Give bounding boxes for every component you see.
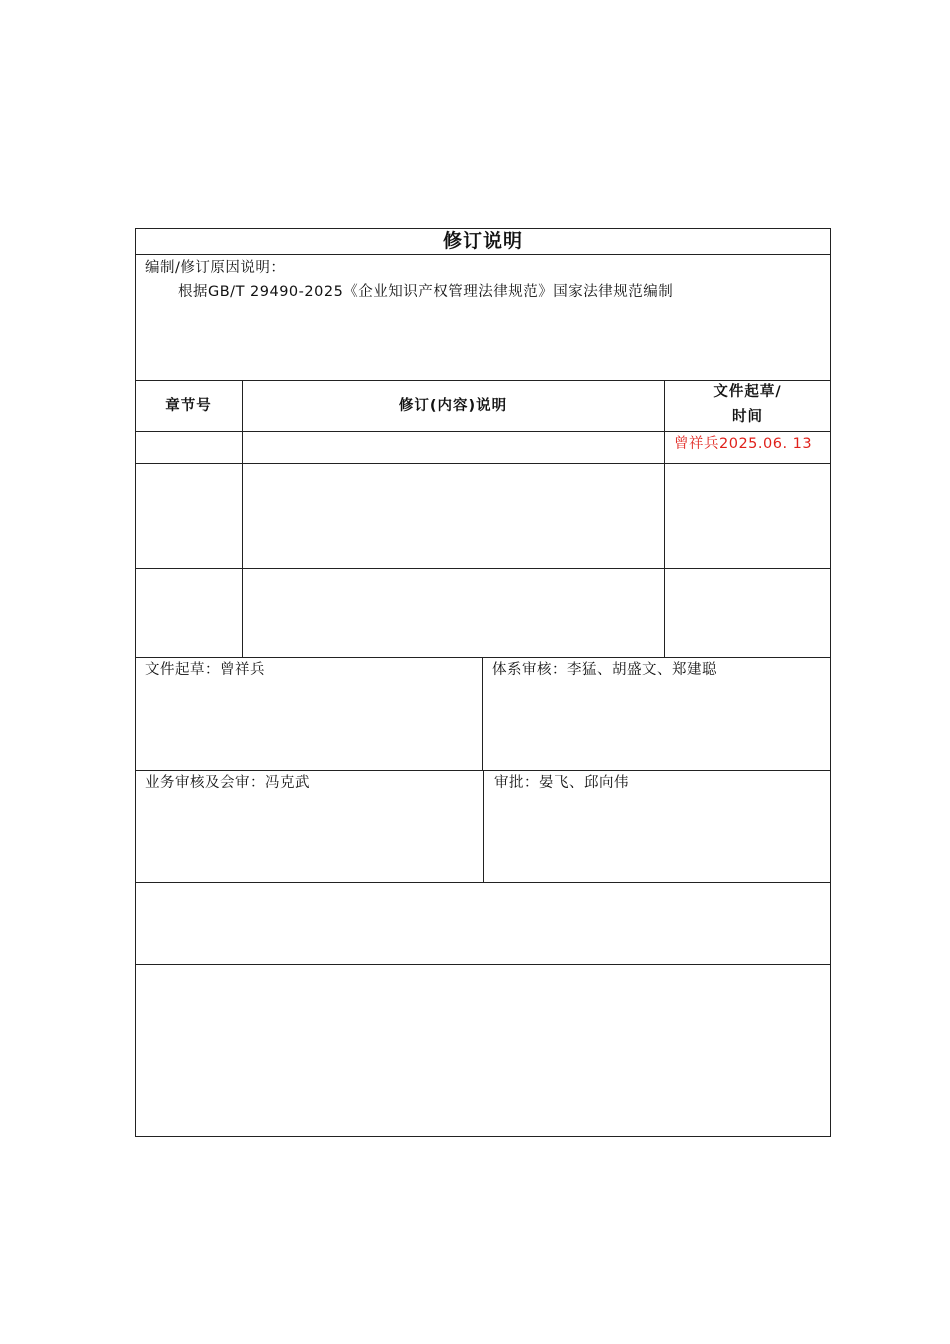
header-chapter: 章节号 [165, 398, 212, 414]
header-content: 修订(内容)说明 [398, 398, 508, 414]
divider [135, 431, 831, 432]
header-author-line1: 文件起草/ [713, 384, 782, 400]
form-border [135, 228, 831, 1137]
divider [135, 568, 831, 569]
divider [135, 882, 831, 883]
reason-text: 根据GB/T 29490-2025《企业知识产权管理法律规范》国家法律规范编制 [178, 284, 674, 300]
column-divider [482, 657, 483, 770]
approval-signoff: 审批：晏飞、邱向伟 [494, 775, 629, 791]
divider [135, 964, 831, 965]
column-divider [483, 770, 484, 882]
reason-label: 编制/修订原因说明： [145, 260, 286, 276]
divider [135, 463, 831, 464]
row1-author-time: 曾祥兵2025.06. 13 [674, 436, 813, 452]
revision-form [135, 228, 831, 1137]
system-review-signoff: 体系审核：李猛、胡盛文、郑建聪 [492, 662, 717, 678]
divider [135, 254, 831, 255]
divider [135, 657, 831, 658]
header-author-line2: 时间 [732, 409, 763, 425]
business-review-signoff: 业务审核及会审：冯克武 [145, 775, 310, 791]
draft-signoff: 文件起草：曾祥兵 [145, 662, 265, 678]
form-title: 修订说明 [442, 230, 523, 252]
column-divider [664, 380, 665, 657]
column-divider [242, 380, 243, 657]
